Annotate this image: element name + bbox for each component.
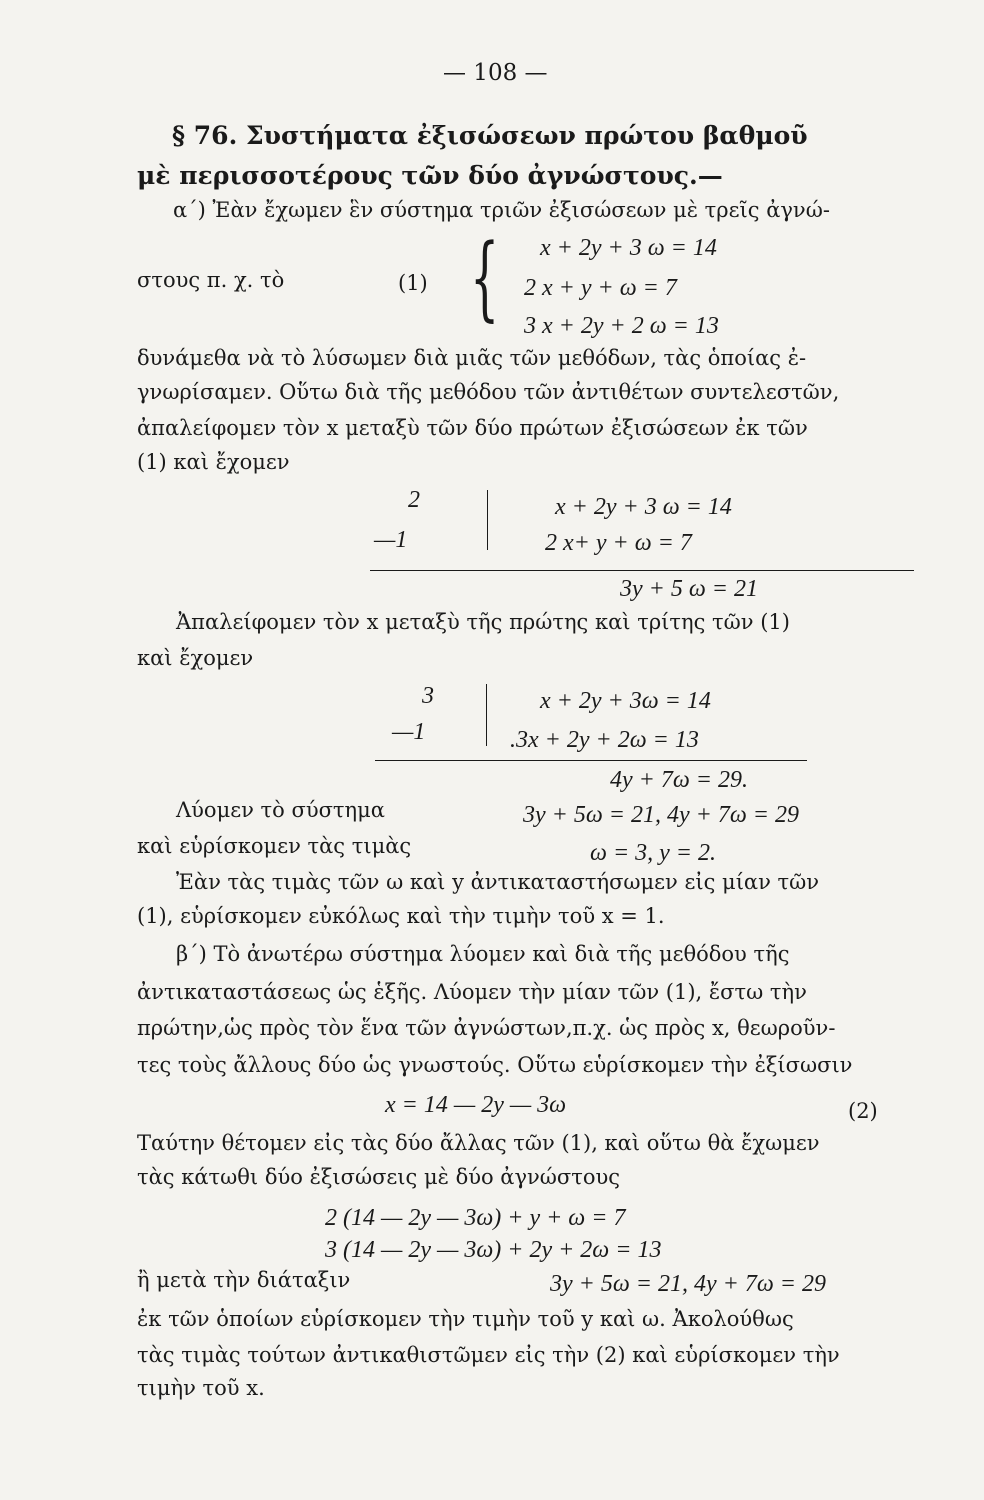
paragraph-a3-line2: καὶ ἔχομεν xyxy=(137,646,254,670)
elimination1-equation-2: 2 x+ y + ω = 7 xyxy=(545,530,692,556)
paragraph-a-line2-left: στους π. χ. τὸ xyxy=(137,268,285,292)
system-label: (1) xyxy=(398,271,428,295)
elimination2-divider xyxy=(486,684,487,746)
equation-label-2: (2) xyxy=(848,1099,878,1123)
paragraph-a2-line1: δυνάμεθα νὰ τὸ λύσωμεν διὰ μιᾶς τῶν μεθόδων, τὰς ὁποίας ἐ- xyxy=(137,346,807,370)
elimination1-equation-1: x + 2y + 3 ω = 14 xyxy=(555,494,732,520)
elimination1-rule xyxy=(370,570,914,571)
paragraph-b-line5: Ταύτην θέτομεν εἰς τὰς δύο ἄλλας τῶν (1), καὶ οὕτω θὰ ἔχωμεν xyxy=(137,1131,820,1155)
paragraph-b-line6: τὰς κάτωθι δύο ἐξισώσεις μὲ δύο ἀγνώστους xyxy=(137,1165,621,1189)
substituted-equation-1: 2 (14 — 2y — 3ω) + y + ω = 7 xyxy=(325,1205,626,1231)
paragraph-a4-line1-right: 3y + 5ω = 21, 4y + 7ω = 29 xyxy=(523,802,799,828)
paragraph-a4-line2-left: καὶ εὑρίσκομεν τὰς τιμὰς xyxy=(137,834,412,858)
substitution-equation: x = 14 — 2y — 3ω xyxy=(385,1092,567,1118)
elimination1-multiplier-1: 2 xyxy=(408,487,420,513)
paragraph-a3-line1: Ἀπαλείφομεν τὸν x μεταξὺ τῆς πρώτης καὶ τρίτης τῶν (1) xyxy=(176,610,790,634)
elimination1-multiplier-2: —1 xyxy=(374,527,408,553)
paragraph-b-line7-right: 3y + 5ω = 21, 4y + 7ω = 29 xyxy=(550,1271,826,1297)
elimination2-multiplier-1: 3 xyxy=(422,683,434,709)
elimination2-rule xyxy=(375,760,807,761)
system-equation-1: x + 2y + 3 ω = 14 xyxy=(540,235,717,261)
elimination1-result: 3y + 5 ω = 21 xyxy=(620,576,758,602)
elimination2-multiplier-2: —1 xyxy=(392,719,426,745)
paragraph-b-line1: β΄) Τὸ ἀνωτέρω σύστημα λύομεν καὶ διὰ τῆς μεθόδου τῆς xyxy=(176,942,790,966)
paragraph-a4-line1-left: Λύομεν τὸ σύστημα xyxy=(176,798,385,822)
page-number: — 108 — xyxy=(443,60,548,86)
system-brace: { xyxy=(470,224,500,331)
elimination1-divider xyxy=(487,490,488,550)
substituted-equation-2: 3 (14 — 2y — 3ω) + 2y + 2ω = 13 xyxy=(325,1237,662,1263)
paragraph-a-line1: α΄) Ἐὰν ἔχωμεν ἓν σύστημα τριῶν ἐξισώσεων μὲ τρεῖς ἀγνώ- xyxy=(173,198,830,222)
paragraph-b-line4: τες τοὺς ἄλλους δύο ὡς γνωστούς. Οὕτω εὑρίσκομεν τὴν ἐξίσωσιν xyxy=(137,1053,853,1077)
elimination2-equation-2: .3x + 2y + 2ω = 13 xyxy=(510,727,699,753)
paragraph-a2-line3: ἀπαλείφομεν τὸν x μεταξὺ τῶν δύο πρώτων ἐξισώσεων ἐκ τῶν xyxy=(137,416,808,440)
paragraph-b-line3: πρώτην,ὡς πρὸς τὸν ἕνα τῶν ἀγνώστων,π.χ. ὡς πρὸς x, θεωροῦν- xyxy=(137,1016,836,1040)
system-equation-2: 2 x + y + ω = 7 xyxy=(524,275,677,301)
paragraph-a4-line4: (1), εὑρίσκομεν εὐκόλως καὶ τὴν τιμὴν τοῦ x = 1. xyxy=(137,904,665,928)
paragraph-b-line8: ἐκ τῶν ὁποίων εὑρίσκομεν τὴν τιμὴν τοῦ y καὶ ω. Ἀκολούθως xyxy=(137,1307,794,1331)
paragraph-b-line10: τιμὴν τοῦ x. xyxy=(137,1376,265,1400)
paragraph-a2-line4: (1) καὶ ἔχομεν xyxy=(137,450,290,474)
elimination2-result: 4y + 7ω = 29. xyxy=(610,767,748,793)
section-heading-line1: § 76. Συστήματα ἐξισώσεων πρώτου βαθμοῦ xyxy=(172,121,808,150)
paragraph-a2-line2: γνωρίσαμεν. Οὕτω διὰ τῆς μεθόδου τῶν ἀντιθέτων συντελεστῶν, xyxy=(137,380,840,404)
system-equation-3: 3 x + 2y + 2 ω = 13 xyxy=(524,313,719,339)
section-heading-line2: μὲ περισσοτέρους τῶν δύο ἀγνώστους.— xyxy=(137,161,723,190)
paragraph-b-line9: τὰς τιμὰς τούτων ἀντικαθιστῶμεν εἰς τὴν (2) καὶ εὑρίσκομεν τὴν xyxy=(137,1343,840,1367)
paragraph-b-line7-left: ἢ μετὰ τὴν διάταξιν xyxy=(137,1268,351,1292)
elimination2-equation-1: x + 2y + 3ω = 14 xyxy=(540,688,711,714)
paragraph-b-line2: ἀντικαταστάσεως ὡς ἑξῆς. Λύομεν τὴν μίαν τῶν (1), ἔστω τὴν xyxy=(137,980,807,1004)
paragraph-a4-line3: Ἐὰν τὰς τιμὰς τῶν ω καὶ y ἀντικαταστήσωμεν εἰς μίαν τῶν xyxy=(176,870,820,894)
paragraph-a4-line2-right: ω = 3, y = 2. xyxy=(590,840,716,866)
